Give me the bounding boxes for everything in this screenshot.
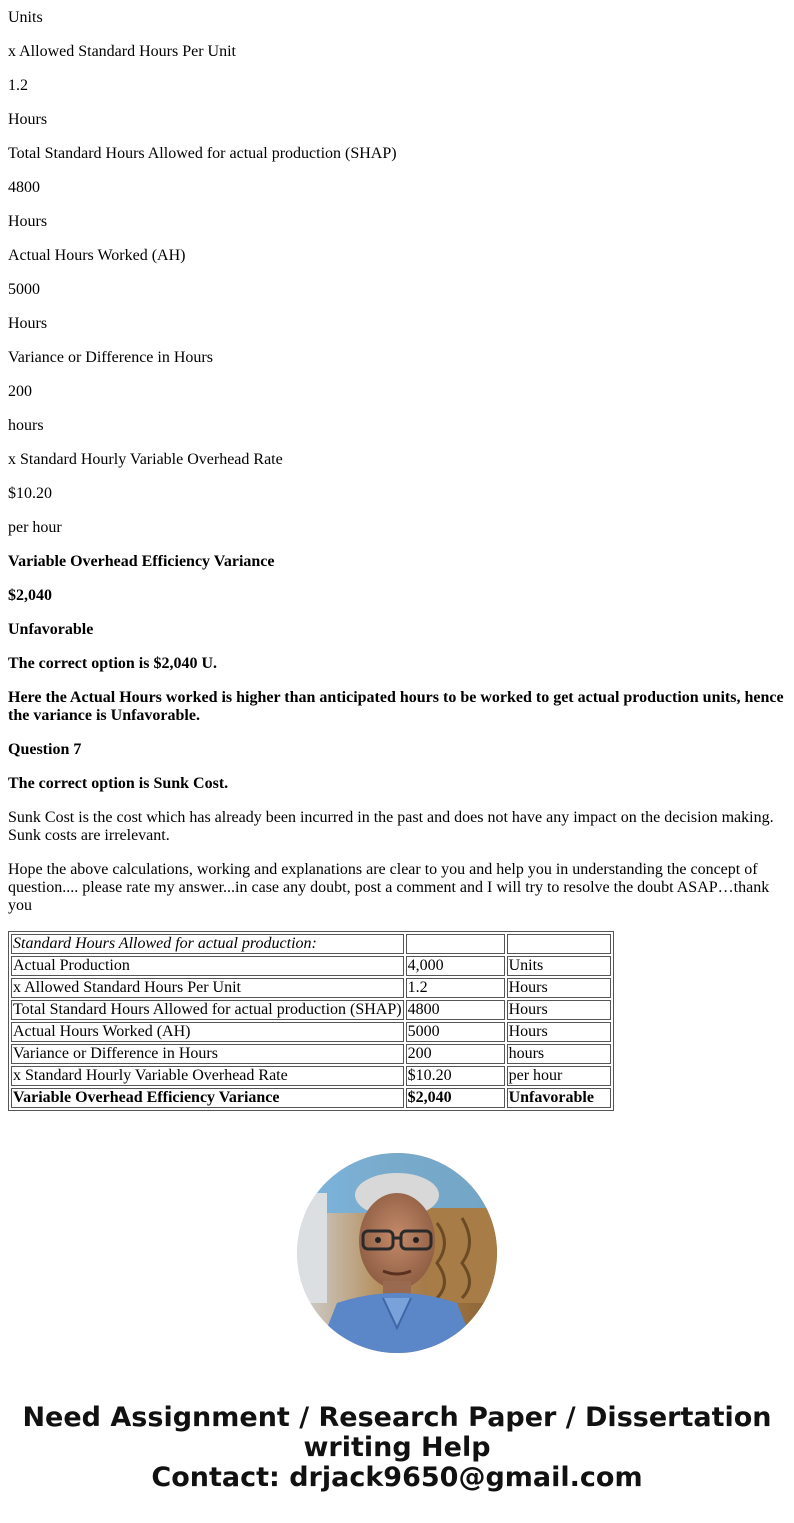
line-ah-label: Actual Hours Worked (AH) — [8, 247, 186, 264]
table-cell: x Standard Hourly Variable Overhead Rate — [11, 1066, 404, 1086]
line-hours-unit: Hours — [8, 213, 48, 230]
table-row — [11, 1044, 611, 1064]
table-cell: Total Standard Hours Allowed for actual production (SHAP) — [13, 1001, 402, 1018]
calculation-table — [8, 931, 614, 1111]
table-cell: Hours — [507, 1000, 611, 1020]
table-cell: Standard Hours Allowed for actual production: — [11, 934, 404, 954]
line-rate-value: $10.20 — [8, 485, 52, 502]
table-row — [11, 1066, 611, 1086]
table-row — [11, 978, 611, 998]
table-cell: per hour — [507, 1066, 611, 1086]
question-7-heading: Question 7 — [8, 741, 82, 758]
line-rate-unit: per hour — [8, 519, 62, 536]
table-cell — [507, 934, 611, 954]
table-cell: x Allowed Standard Hours Per Unit — [11, 978, 404, 998]
explanation-q6: Here the Actual Hours worked is higher than anticipated hours to be worked to get actual production units, hence the variance is Unfavorable. — [8, 689, 784, 724]
footer-line-1: Need Assignment / Research Paper / Dissertation — [22, 1402, 772, 1433]
line-shap-value: 4800 — [8, 179, 40, 196]
table-cell: 4,000 — [406, 956, 505, 976]
table-cell: Unfavorable — [507, 1088, 611, 1108]
result-amount: $2,040 — [8, 587, 52, 604]
footer-banner — [0, 1403, 794, 1493]
line-hours-unit: Hours — [8, 315, 48, 332]
line-hours-unit: hours — [8, 417, 44, 434]
line-rate-label: x Standard Hourly Variable Overhead Rate — [8, 451, 283, 468]
closing-note: Hope the above calculations, working and explanations are clear to you and help you in understanding the concept of question.... please rate my answer...in case any doubt, post a comment and I will try to resolve the doubt ASAP…thank you — [8, 861, 770, 914]
table-cell: Hours — [507, 978, 611, 998]
table-cell: 1.2 — [406, 978, 505, 998]
table-cell: Variable Overhead Efficiency Variance — [11, 1088, 404, 1108]
correct-option-q7: The correct option is Sunk Cost. — [8, 775, 229, 792]
table-row — [11, 956, 611, 976]
table-row — [11, 1000, 611, 1020]
table-cell — [406, 934, 505, 954]
table-cell: 4800 — [406, 1000, 505, 1020]
footer-line-2: writing Help — [303, 1432, 491, 1463]
table-cell: $2,040 — [406, 1088, 505, 1108]
table-cell: 5000 — [406, 1022, 505, 1042]
table-cell: 200 — [406, 1044, 505, 1064]
line-variance-value: 200 — [8, 383, 32, 400]
result-status: Unfavorable — [8, 621, 94, 638]
footer-contact: Contact: drjack9650@gmail.com — [151, 1462, 643, 1493]
table-cell: hours — [507, 1044, 611, 1064]
table-cell: $10.20 — [406, 1066, 505, 1086]
table-row — [11, 934, 611, 954]
table-cell: Hours — [507, 1022, 611, 1042]
line-allowed-hours-value: 1.2 — [8, 77, 28, 94]
line-allowed-hours-label: x Allowed Standard Hours Per Unit — [8, 43, 236, 60]
correct-option-q6: The correct option is $2,040 U. — [8, 655, 218, 672]
portrait-image — [297, 1153, 497, 1353]
line-variance-label: Variance or Difference in Hours — [8, 349, 213, 366]
line-hours-unit: Hours — [8, 111, 48, 128]
avatar — [297, 1153, 497, 1353]
explanation-q7: Sunk Cost is the cost which has already been incurred in the past and does not have any impact on the decision making. Sunk costs are irrelevant. — [8, 809, 774, 844]
table-cell: Units — [507, 956, 611, 976]
line-units: Units — [8, 9, 43, 26]
line-ah-value: 5000 — [8, 281, 40, 298]
table-cell: Actual Hours Worked (AH) — [11, 1022, 404, 1042]
table-row — [11, 1022, 611, 1042]
line-shap-label: Total Standard Hours Allowed for actual production (SHAP) — [8, 145, 397, 162]
result-label: Variable Overhead Efficiency Variance — [8, 553, 275, 570]
table-cell: Variance or Difference in Hours — [11, 1044, 404, 1064]
table-cell: Actual Production — [11, 956, 404, 976]
table-row-total — [11, 1088, 611, 1108]
